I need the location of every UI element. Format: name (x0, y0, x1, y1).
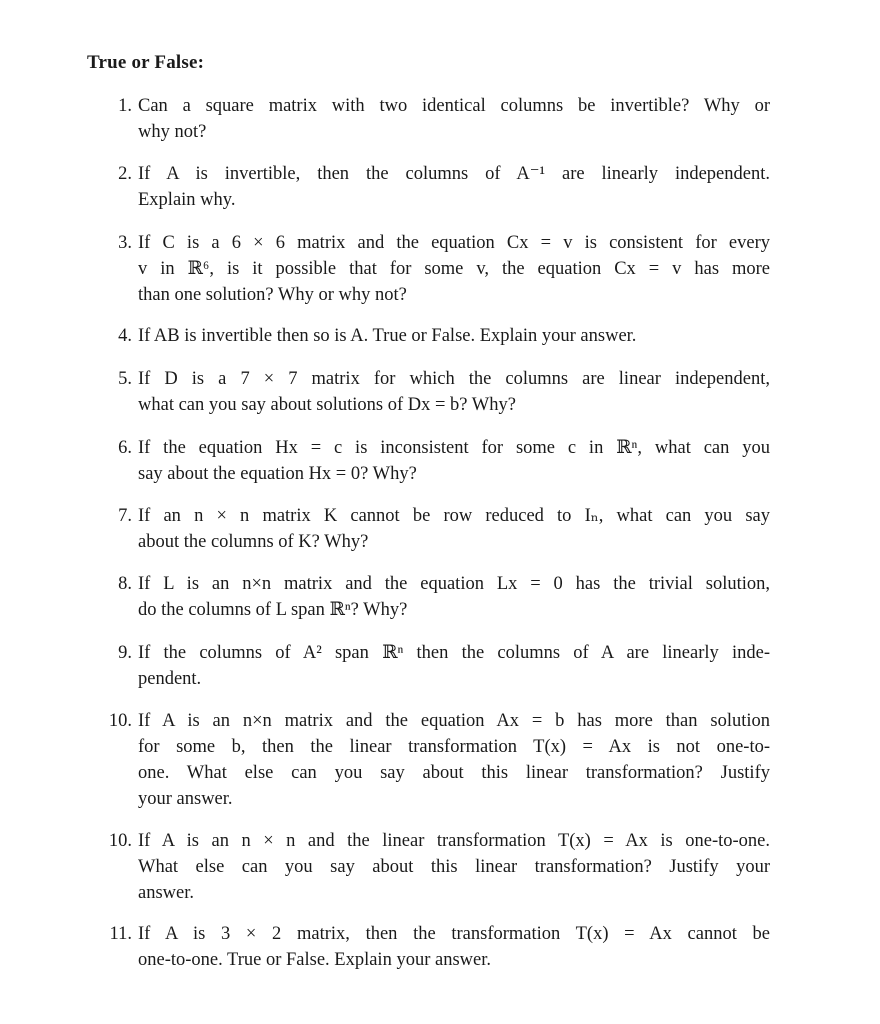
question-line: than one solution? Why or why not? (138, 285, 407, 305)
question-line: If the equation Hx = c is inconsistent for some c in ℝⁿ, what can you (138, 438, 770, 458)
question-number: 10. (108, 831, 132, 851)
question-line: If an n × n matrix K cannot be row reduced to Iₙ, what can you say (138, 506, 770, 526)
question-line: If AB is invertible then so is A. True or False. Explain your answer. (138, 326, 637, 346)
question-text (138, 921, 770, 973)
question-number: 3. (118, 233, 132, 253)
question-line: say about the equation Hx = 0? Why? (138, 464, 417, 484)
question-line: If A is invertible, then the columns of A⁻¹ are linearly independent. (138, 164, 770, 184)
question-line: one-to-one. True or False. Explain your answer. (138, 950, 491, 970)
question-line: about the columns of K? Why? (138, 532, 369, 552)
question-text (138, 435, 770, 487)
question-number: 10. (108, 711, 132, 731)
question-line: Explain why. (138, 190, 236, 210)
question-text (138, 571, 770, 623)
question-text (138, 640, 770, 692)
question-text (138, 93, 770, 145)
question-line: answer. (138, 883, 194, 903)
question-line: what can you say about solutions of Dx = b? Why? (138, 395, 516, 415)
question-text (138, 708, 770, 812)
question-line: If C is a 6 × 6 matrix and the equation Cx = v is consistent for every (138, 233, 770, 253)
question-line: If the columns of A² span ℝⁿ then the columns of A are linearly inde- (138, 643, 770, 663)
question-line: Can a square matrix with two identical columns be invertible? Why or (138, 96, 770, 116)
question-text (138, 828, 770, 906)
question-number: 4. (118, 326, 132, 346)
question-text (138, 161, 770, 213)
question-line: do the columns of L span ℝⁿ? Why? (138, 600, 408, 620)
question-line: pendent. (138, 669, 202, 689)
question-text (138, 503, 770, 555)
question-line: If A is an n×n matrix and the equation Ax = b has more than solution (138, 711, 770, 731)
question-number: 2. (118, 164, 132, 184)
question-line: If A is 3 × 2 matrix, then the transformation T(x) = Ax cannot be (138, 924, 770, 944)
question-text (138, 230, 770, 308)
question-line: one. What else can you say about this linear transformation? Justify (138, 763, 770, 783)
question-number: 5. (118, 369, 132, 389)
question-line: What else can you say about this linear transformation? Justify your (138, 857, 770, 877)
question-text (138, 366, 770, 418)
question-number: 8. (118, 574, 132, 594)
question-line: If A is an n × n and the linear transformation T(x) = Ax is one-to-one. (138, 831, 770, 851)
question-line: for some b, then the linear transformation T(x) = Ax is not one-to- (138, 737, 770, 757)
question-line: v in ℝ⁶, is it possible that for some v, the equation Cx = v has more (138, 259, 770, 279)
question-number: 11. (109, 924, 132, 944)
question-line: If L is an n×n matrix and the equation Lx = 0 has the trivial solution, (138, 574, 770, 594)
page-heading: True or False: (87, 52, 205, 73)
question-number: 9. (118, 643, 132, 663)
question-number: 6. (118, 438, 132, 458)
question-number: 1. (118, 96, 132, 116)
question-text (138, 323, 770, 349)
question-line: If D is a 7 × 7 matrix for which the columns are linear independent, (138, 369, 770, 389)
question-line: your answer. (138, 789, 233, 809)
question-number: 7. (118, 506, 132, 526)
question-line: why not? (138, 122, 207, 142)
